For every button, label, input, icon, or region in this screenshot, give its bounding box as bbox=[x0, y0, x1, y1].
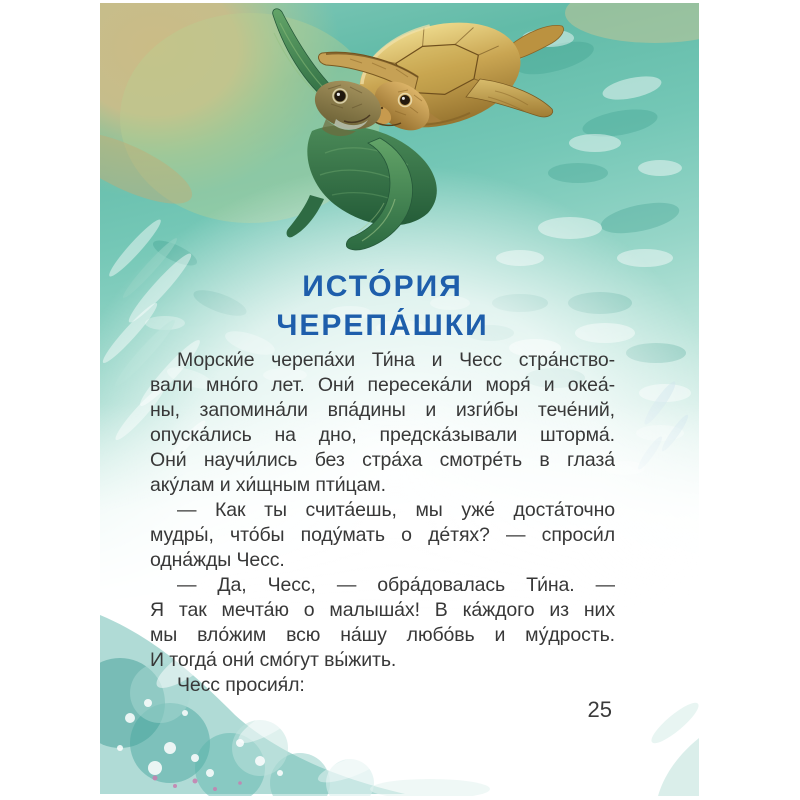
text-line: одна́жды Чесс. bbox=[150, 549, 285, 571]
text-line: мудры́, что́бы поду́мать о де́тях? — спроси́л bbox=[150, 524, 615, 546]
text-line: — Да, Чесс, — обра́довалась Ти́на. — bbox=[177, 574, 615, 596]
text-line: И тогда́ они́ смо́гут вы́жить. bbox=[150, 649, 397, 671]
text-line: аку́лам и хи́щным пти́цам. bbox=[150, 474, 386, 496]
story-title-line1: ИСТО́РИЯ bbox=[302, 270, 463, 304]
book-page bbox=[100, 3, 699, 796]
body-text bbox=[150, 348, 615, 698]
text-line: — Как ты счита́ешь, мы уже́ доста́точно bbox=[177, 499, 615, 521]
text-line: Я так мечта́ю о малыша́х! В ка́ждого из них bbox=[150, 599, 615, 621]
text-line: Морски́е черепа́хи Ти́на и Чесс стра́нство- bbox=[177, 349, 615, 371]
text-line: Чесс просия́л: bbox=[177, 674, 305, 696]
page-number: 25 bbox=[587, 697, 612, 722]
story-title-line2: ЧЕРЕПА́ШКИ bbox=[276, 309, 489, 343]
text-line: Они́ научи́лись без стра́ха смотре́ть в глаза́ bbox=[150, 449, 615, 471]
text-line: вали мно́го лет. Они́ пересека́ли моря́ и океа́- bbox=[150, 374, 615, 396]
story-title bbox=[150, 267, 615, 345]
text-line: мы вло́жим всю на́шу любо́вь и му́дрость. bbox=[150, 624, 615, 646]
text-line: опуска́лись на дно, предска́зывали шторма́. bbox=[150, 424, 615, 446]
text-line: ны, запомина́ли впа́дины и изги́бы тече́ний, bbox=[150, 399, 615, 421]
